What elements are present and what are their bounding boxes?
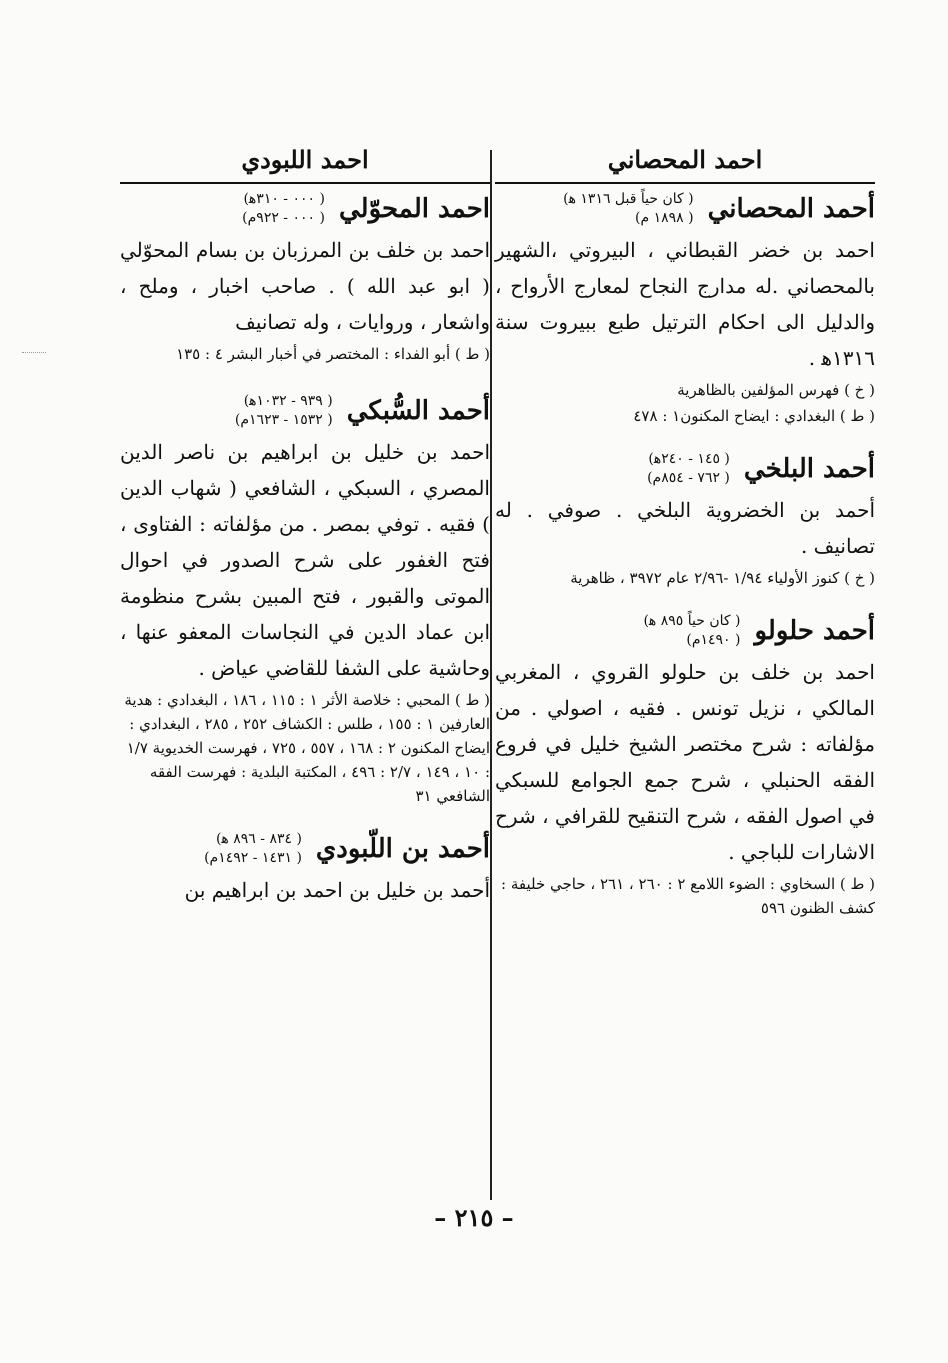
entry-ahmad-al-muhawwali <box>120 190 490 366</box>
dates-gregorian: ( ١٤٩٠م) <box>686 632 741 648</box>
entry-name: أحمد حلولو <box>754 616 875 646</box>
entry-header <box>120 190 490 228</box>
right-column <box>495 140 875 917</box>
dates-gregorian: ( ١٥٣٢ - ١٦٢٣م) <box>234 412 333 428</box>
entry-ahmad-al-balkhi <box>495 450 875 590</box>
entry-name: أحمد بن اللّبودي <box>315 834 490 864</box>
running-head-left: احمد اللبودي <box>241 145 369 174</box>
header-rule-left <box>120 182 490 184</box>
dates-gregorian: ( ٠٠٠ - ٩٢٢م) <box>242 210 325 226</box>
entry-body: أحمد بن الخضروية البلخي . صوفي . له تصانيف . <box>495 498 875 558</box>
column-divider <box>490 150 492 1200</box>
entry-header <box>120 392 490 430</box>
header-rule-right <box>495 182 875 184</box>
entry-name: أحمد السُّبكي <box>346 396 490 426</box>
dates-hijri: ( كان حياً قبل ١٣١٦ ﻫ) <box>563 191 694 207</box>
right-column-content <box>495 190 875 934</box>
dates-hijri: ( ١٤٥ - ٢٤٠ﻫ) <box>648 451 730 467</box>
entry-reference: ( ط ) المحبي : خلاصة الأثر ١ : ١١٥ ، ١٨٦ ، البغدادي : هدية العارفين ١ : ١٥٥ ، طلس : الكشاف ٢٥٢ ، ٢٨٥ ، البغدادي : ايضاح المكنون ٢ : ١٦٨ ، ٥٥٧ ، ٧٢٥ ، فهرست الخديوية ١/٧ : ١٠ ، ١٤٩ ، ٢/٧ : ٤٩٦ ، المكتبة البلدية : فهرست الفقه الشافعي ٣١ <box>124 691 490 805</box>
entry-header <box>495 450 875 488</box>
entry-dates <box>242 190 325 228</box>
running-head-right: احمد المحصاني <box>607 145 763 174</box>
entry-dates <box>563 190 694 228</box>
entry-body: أحمد بن خليل بن احمد بن ابراهيم بن <box>184 878 490 902</box>
entry-body: احمد بن خلف بن حلولو القروي ، المغربي المالكي ، نزيل تونس . فقيه ، اصولي . من مؤلفاته : شرح مختصر الشيخ خليل في فروع الفقه الحنبلي ، شرح جمع الجوامع للسبكي في اصول الفقه ، شرح التنقيح للقرافي ، شرح الاشارات للباجي . <box>495 660 875 864</box>
dates-hijri: ( ٨٣٤ - ٨٩٦ ﻫ) <box>215 831 302 847</box>
dates-hijri: ( كان حياً ٨٩٥ ﻫ) <box>643 613 741 629</box>
entry-dates <box>235 392 333 430</box>
entry-reference: ( خ ) كنوز الأولياء ١/٩٤ -٢/٩٦ عام ٣٩٧٢ ، ظاهرية <box>570 569 875 587</box>
dates-hijri: ( ٩٣٩ - ١٠٣٢ﻫ) <box>243 393 333 409</box>
dates-gregorian: ( ١٤٣١ - ١٤٩٢م) <box>204 850 302 866</box>
entry-reference: ( ط ) البغدادي : ايضاح المكنون١ : ٤٧٨ <box>633 407 875 425</box>
dates-hijri: ( ٠٠٠ - ٣١٠ﻫ) <box>243 191 325 207</box>
entry-reference: ( ط ) أبو الفداء : المختصر في أخبار البشر ٤ : ١٣٥ <box>176 345 490 363</box>
page-number: – ٢١٥ – <box>434 1203 514 1232</box>
entry-name: أحمد البلخي <box>743 454 875 484</box>
entry-ahmad-ibn-al-labbudi <box>120 830 490 908</box>
entry-ahmad-al-mahmasani <box>495 190 875 428</box>
entry-name: احمد المحوّلي <box>338 194 490 224</box>
entry-reference: ( ط ) السخاوي : الضوء اللامع ٢ : ٢٦٠ ، ٢٦١ ، حاجي خليفة : كشف الظنون ٥٩٦ <box>501 875 875 917</box>
entry-header <box>495 612 875 650</box>
entry-ahmad-halulu <box>495 612 875 920</box>
entry-ahmad-al-subki <box>120 392 490 808</box>
entry-header <box>495 190 875 228</box>
dates-gregorian: ( ١٨٩٨ م) <box>635 210 694 226</box>
entry-reference: ( خ ) فهرس المؤلفين بالظاهرية <box>677 381 875 399</box>
entry-dates <box>647 450 730 488</box>
entry-dates <box>643 612 740 650</box>
entry-body: احمد بن خضر القبطاني ، البيروتي ،الشهير بالمحصاني .له مدارج النجاح لمعارج الأرواح ، والدليل الى احكام الترتيل طبع ببيروت سنة ١٣١٦ﻫ . <box>495 238 875 370</box>
margin-speck <box>22 352 46 359</box>
entry-body: احمد بن خلف بن المرزبان بن بسام المحوّلي ( ابو عبد الله ) . صاحب اخبار ، وملح ، واشعار ، وروايات ، وله تصانيف <box>120 238 490 334</box>
entry-body: احمد بن خليل بن ابراهيم بن ناصر الدين المصري ، السبكي ، الشافعي ( شهاب الدين ) فقيه . توفي بمصر . من مؤلفاته : الفتاوى ، فتح الغفور على شرح الصدور في احوال الموتى والقبور ، فتح المبين بشرح منظومة ابن عماد الدين في النجاسات المعفو عنها ، وحاشية على الشفا للقاضي عياض . <box>120 440 490 680</box>
dates-gregorian: ( ٧٦٢ - ٨٥٤م) <box>647 470 730 486</box>
entry-header <box>120 830 490 868</box>
left-column-content <box>120 190 490 922</box>
entry-name: أحمد المحصاني <box>707 194 875 224</box>
entry-dates <box>204 830 302 868</box>
left-column <box>120 140 490 902</box>
